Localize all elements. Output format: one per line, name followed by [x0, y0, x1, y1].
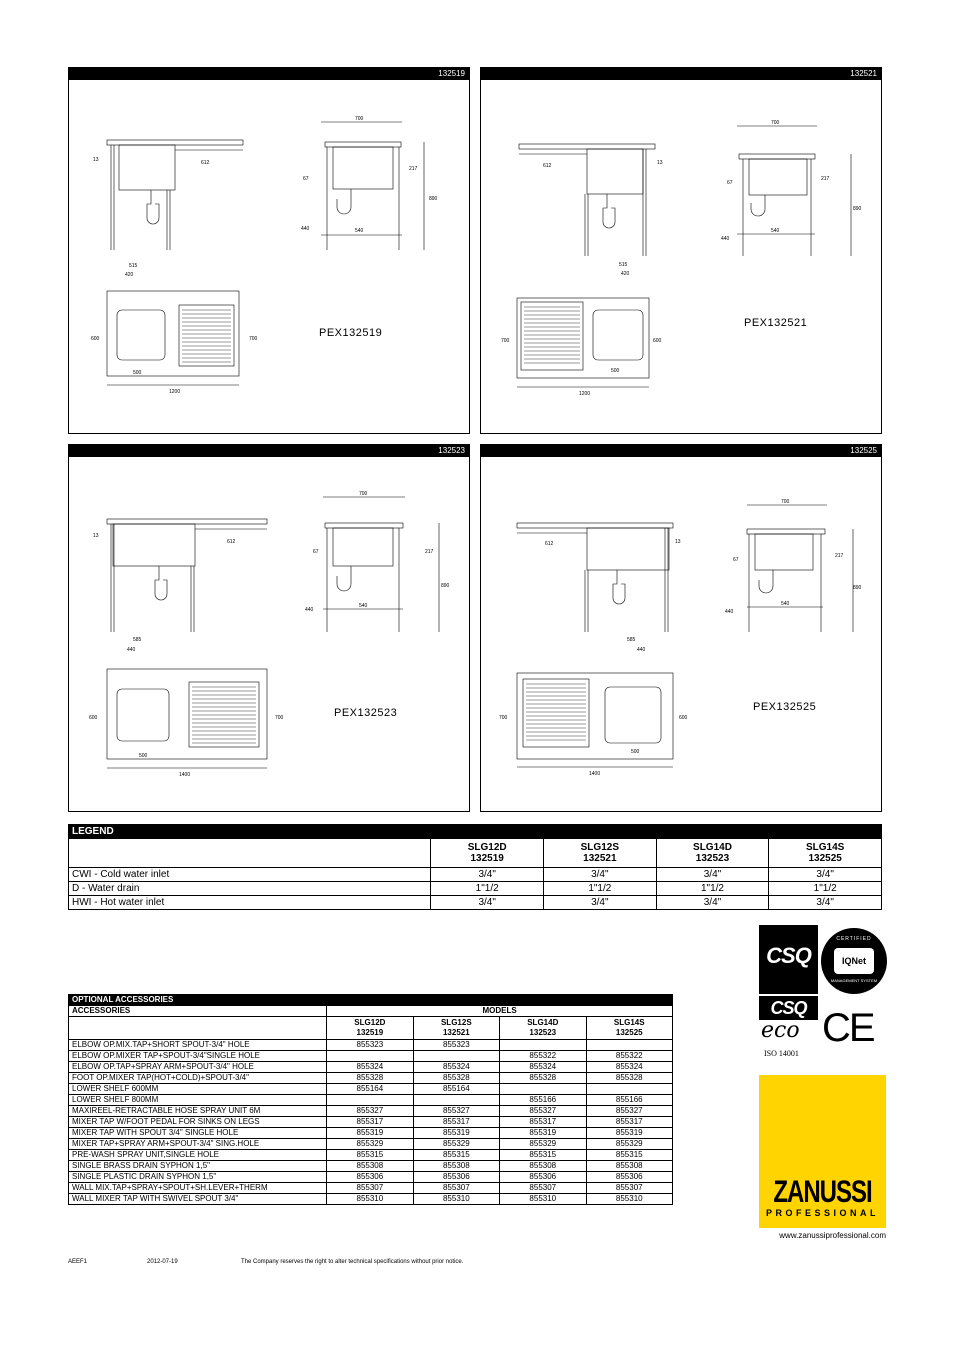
table-row [69, 1062, 673, 1073]
model-code: PEX132519 [319, 327, 383, 339]
dim-label: 440 [725, 609, 734, 615]
legend-title: LEGEND [69, 825, 882, 839]
accessory-model-header: SLG12D 132519 [327, 1017, 413, 1040]
table-row [69, 1139, 673, 1150]
accessory-code: 855327 [586, 1106, 672, 1117]
model-code: PEX132523 [334, 707, 398, 719]
dim-label: 540 [359, 603, 368, 609]
legend-model-header: SLG14D 132523 [656, 839, 769, 868]
iso-label: ISO 14001 [764, 1049, 799, 1058]
dim-label: 440 [721, 236, 730, 242]
legend-value: 3/4" [769, 868, 882, 882]
dim-label: 600 [679, 715, 688, 721]
accessory-name: FOOT OP.MIXER TAP(HOT+COLD)+SPOUT-3/4" [69, 1073, 327, 1084]
accessory-code: 855324 [327, 1062, 413, 1073]
dim-label: 1400 [179, 772, 191, 778]
accessory-code [500, 1084, 586, 1095]
accessory-name: SINGLE PLASTIC DRAIN SYPHON 1,5" [69, 1172, 327, 1183]
brand-name: ZANUSSI [773, 1174, 872, 1210]
model-code: PEX132525 [753, 701, 817, 713]
accessory-model-header: SLG12S 132521 [413, 1017, 499, 1040]
accessory-code: 855329 [327, 1139, 413, 1150]
accessory-code: 855317 [586, 1117, 672, 1128]
management-system-text: MANAGEMENT SYSTEM [830, 978, 878, 983]
legend-model-header: SLG12S 132521 [544, 839, 657, 868]
dim-label: 217 [425, 549, 434, 555]
accessory-code [586, 1040, 672, 1051]
accessory-name: WALL MIXER TAP WITH SWIVEL SPOUT 3/4" [69, 1194, 327, 1205]
accessory-name: WALL MIX.TAP+SPRAY+SPOUT+SH.LEVER+THERM [69, 1183, 327, 1194]
csq-eco-logo [759, 996, 818, 1020]
table-row [69, 1183, 673, 1194]
dim-label: 700 [249, 336, 258, 342]
accessory-code: 855164 [413, 1084, 499, 1095]
accessory-code: 855322 [586, 1051, 672, 1062]
accessory-code: 855329 [413, 1139, 499, 1150]
accessory-name: MIXER TAP WITH SPOUT 3/4" SINGLE HOLE [69, 1128, 327, 1139]
accessory-model-header: SLG14S 132525 [586, 1017, 672, 1040]
legend-value: 1"1/2 [656, 882, 769, 896]
panel-id: 132525 [481, 445, 881, 457]
csq-text: CSQ [766, 943, 811, 968]
accessory-code: 855166 [500, 1095, 586, 1106]
accessory-code: 855324 [500, 1062, 586, 1073]
csq-logo [759, 925, 818, 994]
legend-model-header: SLG12D 132519 [431, 839, 544, 868]
csq-text: CSQ [770, 998, 807, 1018]
dim-label: 1400 [589, 771, 601, 777]
dim-label: 500 [631, 749, 640, 755]
dim-label: 540 [771, 228, 780, 234]
accessory-code: 855328 [327, 1073, 413, 1084]
accessory-code: 855327 [413, 1106, 499, 1117]
technical-drawing [69, 457, 469, 811]
dim-label: 67 [727, 180, 733, 186]
iqnet-logo [821, 928, 887, 994]
accessory-code: 855310 [327, 1194, 413, 1205]
legend-value: 3/4" [544, 896, 657, 910]
panel-id: 132523 [69, 445, 469, 457]
dim-label: 700 [359, 491, 368, 497]
accessory-code: 855307 [586, 1183, 672, 1194]
models-column-header: MODELS [327, 1006, 673, 1017]
accessory-code: 855310 [586, 1194, 672, 1205]
accessory-code: 855315 [413, 1150, 499, 1161]
accessory-code: 855319 [500, 1128, 586, 1139]
dim-label: 67 [303, 176, 309, 182]
accessory-code: 855310 [413, 1194, 499, 1205]
table-row [69, 1194, 673, 1205]
accessory-code: 855324 [413, 1062, 499, 1073]
legend-model-header: SLG14S 132525 [769, 839, 882, 868]
accessory-code [413, 1095, 499, 1106]
drawing-panel-132519 [68, 67, 470, 434]
accessory-code: 855315 [327, 1150, 413, 1161]
accessory-code: 855323 [413, 1040, 499, 1051]
dim-label: 420 [621, 271, 630, 277]
model-code: PEX132521 [744, 317, 808, 329]
dim-label: 890 [441, 583, 450, 589]
dim-label: 700 [771, 120, 780, 126]
legend-value: 3/4" [769, 896, 882, 910]
footer-notice: The Company reserves the right to alter technical specifications without prior notice. [241, 1259, 464, 1265]
accessory-code: 855327 [327, 1106, 413, 1117]
legend-value: 3/4" [656, 896, 769, 910]
dim-label: 217 [835, 553, 844, 559]
legend-value: 3/4" [431, 868, 544, 882]
legend-value: 3/4" [544, 868, 657, 882]
accessory-name: ELBOW OP.MIXER TAP+SPOUT-3/4"SINGLE HOLE [69, 1051, 327, 1062]
accessories-table [68, 994, 673, 1205]
accessory-code [413, 1051, 499, 1062]
accessory-name: MAXIREEL-RETRACTABLE HOSE SPRAY UNIT 6M [69, 1106, 327, 1117]
table-row [69, 1051, 673, 1062]
dim-label: 600 [89, 715, 98, 721]
panel-id: 132521 [481, 68, 881, 80]
dim-label: 612 [227, 539, 236, 545]
table-row [69, 1040, 673, 1051]
accessory-code: 855317 [500, 1117, 586, 1128]
dim-label: 13 [675, 539, 681, 545]
accessory-code: 855327 [500, 1106, 586, 1117]
technical-drawing [481, 457, 881, 811]
accessory-code: 855319 [327, 1128, 413, 1139]
table-row [69, 1117, 673, 1128]
accessory-code [327, 1051, 413, 1062]
accessory-code: 855329 [586, 1139, 672, 1150]
dim-label: 440 [301, 226, 310, 232]
dim-label: 700 [501, 338, 510, 344]
legend-label: D - Water drain [69, 882, 431, 896]
accessory-name: LOWER SHELF 800MM [69, 1095, 327, 1106]
accessory-code: 855328 [500, 1073, 586, 1084]
table-row [69, 1128, 673, 1139]
legend-value: 1"1/2 [431, 882, 544, 896]
accessories-column-header: ACCESSORIES [69, 1006, 327, 1017]
accessory-code: 855166 [586, 1095, 672, 1106]
accessory-name: SINGLE BRASS DRAIN SYPHON 1,5" [69, 1161, 327, 1172]
accessory-code: 855307 [413, 1183, 499, 1194]
iqnet-text: IQNet [841, 956, 866, 966]
brand-subtitle: PROFESSIONAL [765, 1208, 879, 1218]
accessory-code: 855307 [500, 1183, 586, 1194]
drawing-panel-132525 [480, 444, 882, 812]
accessory-code: 855323 [327, 1040, 413, 1051]
legend-label: CWI - Cold water inlet [69, 868, 431, 882]
accessory-code: 855308 [500, 1161, 586, 1172]
table-row [69, 1172, 673, 1183]
table-row [69, 1095, 673, 1106]
website-link[interactable]: www.zanussiprofessional.com [779, 1231, 886, 1240]
legend-table [68, 824, 882, 910]
panel-id: 132519 [69, 68, 469, 80]
dim-label: 67 [733, 557, 739, 563]
accessory-code [327, 1095, 413, 1106]
drawing-panel-132521 [480, 67, 882, 434]
accessory-code [500, 1040, 586, 1051]
ce-mark: CE [822, 1006, 874, 1050]
table-row [69, 1150, 673, 1161]
dim-label: 540 [355, 228, 364, 234]
eco-mark: eco [761, 1018, 800, 1043]
dim-label: 700 [499, 715, 508, 721]
legend-value: 1"1/2 [544, 882, 657, 896]
accessory-code: 855328 [586, 1073, 672, 1084]
accessory-name: MIXER TAP+SPRAY ARM+SPOUT-3/4" SING.HOLE [69, 1139, 327, 1150]
accessory-code: 855317 [327, 1117, 413, 1128]
dim-label: 585 [133, 637, 142, 643]
accessory-code: 855306 [500, 1172, 586, 1183]
accessory-code: 855307 [327, 1183, 413, 1194]
accessory-code: 855310 [500, 1194, 586, 1205]
drawing-panel-132523 [68, 444, 470, 812]
accessories-header-blank [69, 1017, 327, 1040]
dim-label: 13 [93, 157, 99, 163]
dim-label: 600 [91, 336, 100, 342]
table-row [69, 868, 882, 882]
dim-label: 217 [409, 166, 418, 172]
table-row [69, 1161, 673, 1172]
certified-text: CERTIFIED [836, 936, 872, 942]
dim-label: 440 [637, 647, 646, 653]
accessory-code: 855164 [327, 1084, 413, 1095]
dim-label: 700 [355, 116, 364, 122]
accessory-code: 855306 [413, 1172, 499, 1183]
dim-label: 890 [853, 585, 862, 591]
dim-label: 500 [139, 753, 148, 759]
dim-label: 540 [781, 601, 790, 607]
accessory-code: 855319 [586, 1128, 672, 1139]
dim-label: 13 [93, 533, 99, 539]
accessory-name: PRE-WASH SPRAY UNIT,SINGLE HOLE [69, 1150, 327, 1161]
dim-label: 13 [657, 160, 663, 166]
accessory-name: ELBOW OP.MIX.TAP+SHORT SPOUT-3/4" HOLE [69, 1040, 327, 1051]
accessory-code: 855308 [586, 1161, 672, 1172]
accessories-title: OPTIONAL ACCESSORIES [69, 995, 673, 1006]
dim-label: 890 [429, 196, 438, 202]
table-row [69, 1106, 673, 1117]
accessory-code: 855315 [500, 1150, 586, 1161]
legend-value: 3/4" [431, 896, 544, 910]
legend-label: HWI - Hot water inlet [69, 896, 431, 910]
accessory-code [586, 1084, 672, 1095]
legend-value: 3/4" [656, 868, 769, 882]
table-row [69, 1084, 673, 1095]
accessory-code: 855322 [500, 1051, 586, 1062]
accessory-code: 855308 [327, 1161, 413, 1172]
dim-label: 700 [781, 499, 790, 505]
accessory-code: 855306 [586, 1172, 672, 1183]
accessory-code: 855317 [413, 1117, 499, 1128]
dim-label: 440 [305, 607, 314, 613]
dim-label: 612 [543, 163, 552, 169]
accessory-name: MIXER TAP W/FOOT PEDAL FOR SINKS ON LEGS [69, 1117, 327, 1128]
iqnet-badge [834, 948, 874, 974]
dim-label: 612 [201, 160, 210, 166]
doc-date: 2012-07-19 [147, 1259, 178, 1265]
dim-label: 612 [545, 541, 554, 547]
dim-label: 700 [275, 715, 284, 721]
dim-label: 500 [611, 368, 620, 374]
accessory-code: 855306 [327, 1172, 413, 1183]
accessory-code: 855324 [586, 1062, 672, 1073]
dim-label: 67 [313, 549, 319, 555]
accessory-code: 855315 [586, 1150, 672, 1161]
dim-label: 440 [127, 647, 136, 653]
accessory-code: 855319 [413, 1128, 499, 1139]
table-row [69, 1073, 673, 1084]
table-row [69, 896, 882, 910]
dim-label: 1200 [579, 391, 591, 397]
dim-label: 500 [133, 370, 142, 376]
zanussi-logo [759, 1075, 886, 1228]
accessory-code: 855329 [500, 1139, 586, 1150]
dim-label: 420 [125, 272, 134, 278]
dim-label: 600 [653, 338, 662, 344]
accessory-model-header: SLG14D 132523 [500, 1017, 586, 1040]
accessory-name: LOWER SHELF 600MM [69, 1084, 327, 1095]
legend-value: 1"1/2 [769, 882, 882, 896]
accessory-code: 855328 [413, 1073, 499, 1084]
accessory-name: ELBOW OP.TAP+SPRAY ARM+SPOUT-3/4" HOLE [69, 1062, 327, 1073]
table-row [69, 882, 882, 896]
legend-header-blank [69, 839, 431, 868]
dim-label: 890 [853, 206, 862, 212]
dim-label: 1200 [169, 389, 181, 395]
dim-label: 515 [129, 263, 138, 269]
technical-drawing [481, 80, 881, 433]
doc-code: AEEF1 [68, 1259, 88, 1265]
accessory-code: 855308 [413, 1161, 499, 1172]
dim-label: 585 [627, 637, 636, 643]
dim-label: 515 [619, 262, 628, 268]
dim-label: 217 [821, 176, 830, 182]
technical-drawing [69, 80, 469, 433]
